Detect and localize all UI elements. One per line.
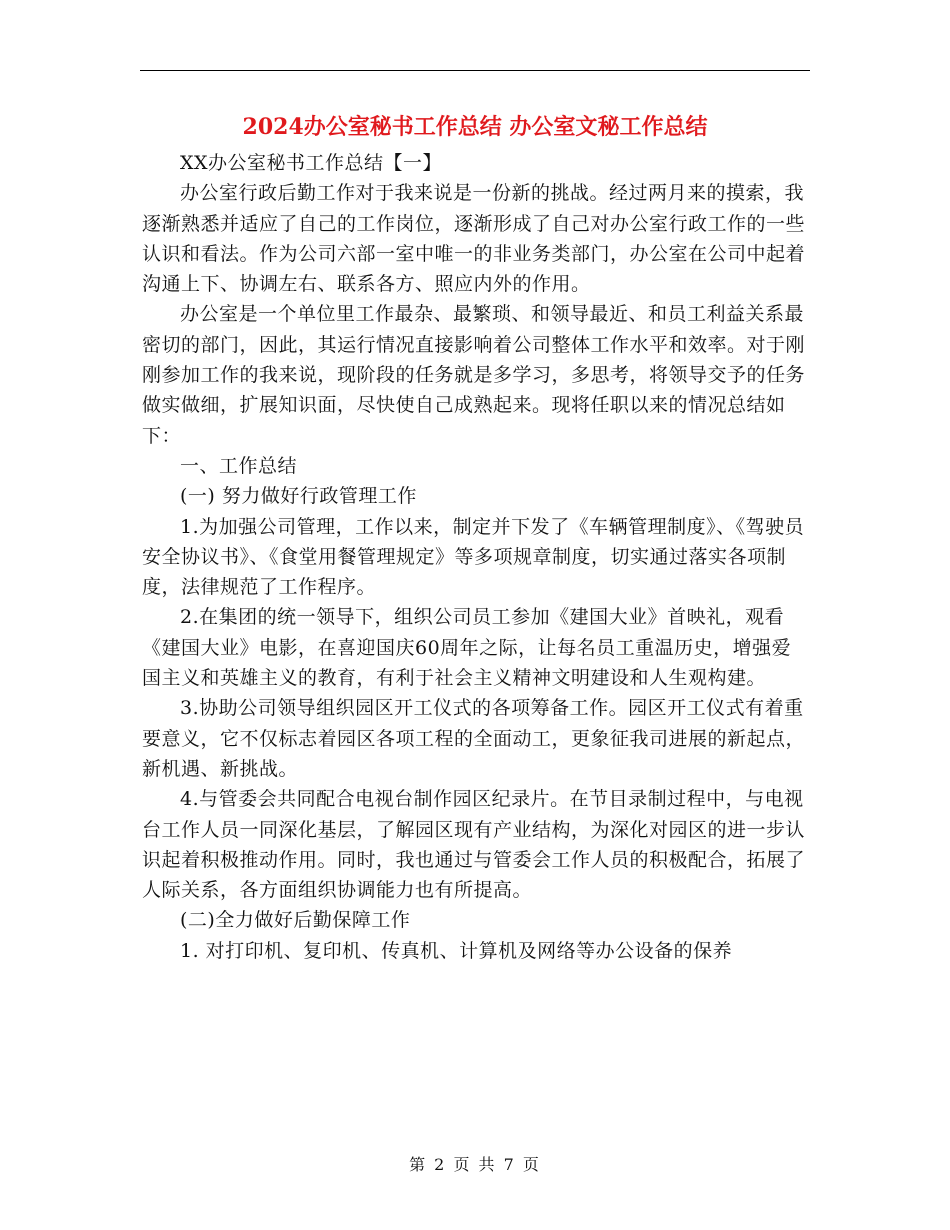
paragraph-subtitle: XX办公室秘书工作总结【一】 xyxy=(180,152,443,174)
document-title: 2024办公室秘书工作总结 办公室文秘工作总结 xyxy=(242,114,708,140)
document-body xyxy=(142,108,808,966)
list-item-3: 3.协助公司领导组织园区开工仪式的各项筹备工作。园区开工仪式有着重要意义，它不仅标志着园区各项工程的全面动工，更象征我司进展的新起点，新机遇、新挑战。 xyxy=(142,697,806,780)
page-footer: 第 2 页 共 7 页 xyxy=(409,1155,541,1174)
list-item-logistics-1: 1. 对打印机、复印机、传真机、计算机及网络等办公设备的保养 xyxy=(180,939,733,962)
list-item-1: 1.为加强公司管理，工作以来，制定并下发了《车辆管理制度》、《驾驶员安全协议书》、《食堂用餐管理规定》等多项规章制度，切实通过落实各项制度，法律规范了工作程序。 xyxy=(142,515,805,599)
subsection-heading-admin: (一) 努力做好行政管理工作 xyxy=(180,485,417,508)
header-rule xyxy=(140,70,810,71)
paragraph-intro: 办公室行政后勤工作对于我来说是一份新的挑战。经过两月来的摸索，我逐渐熟悉并适应了自己的工作岗位，逐渐形成了自己对办公室行政工作的一些认识和看法。作为公司六部一室中唯一的非业务类部门，办公室在公司中起着沟通上下、协调左右、联系各方、照应内外的作用。 xyxy=(142,182,806,296)
section-heading-work-summary: 一、工作总结 xyxy=(180,454,298,477)
subsection-heading-logistics: (二)全力做好后勤保障工作 xyxy=(180,909,411,932)
list-item-2: 2.在集团的统一领导下，组织公司员工参加《建国大业》首映礼，观看《建国大业》电影，在喜迎国庆60周年之际，让每名员工重温历史，增强爱国主义和英雄主义的教育，有利于社会主义精神文明建设和人生观构建。 xyxy=(142,606,792,690)
list-item-4: 4.与管委会共同配合电视台制作园区纪录片。在节目录制过程中，与电视台工作人员一同深化基层，了解园区现有产业结构，为深化对园区的进一步认识起着积极推动作用。同时，我也通过与管委会工作人员的积极配合，拓展了人际关系，各方面组织协调能力也有所提高。 xyxy=(142,788,806,902)
paragraph-office-role: 办公室是一个单位里工作最杂、最繁琐、和领导最近、和员工利益关系最密切的部门，因此，其运行情况直接影响着公司整体工作水平和效率。对于刚刚参加工作的我来说，现阶段的任务就是多学习，多思考，将领导交予的任务做实做细，扩展知识面，尽快使自己成熟起来。现将任职以来的情况总结如下： xyxy=(142,303,806,447)
